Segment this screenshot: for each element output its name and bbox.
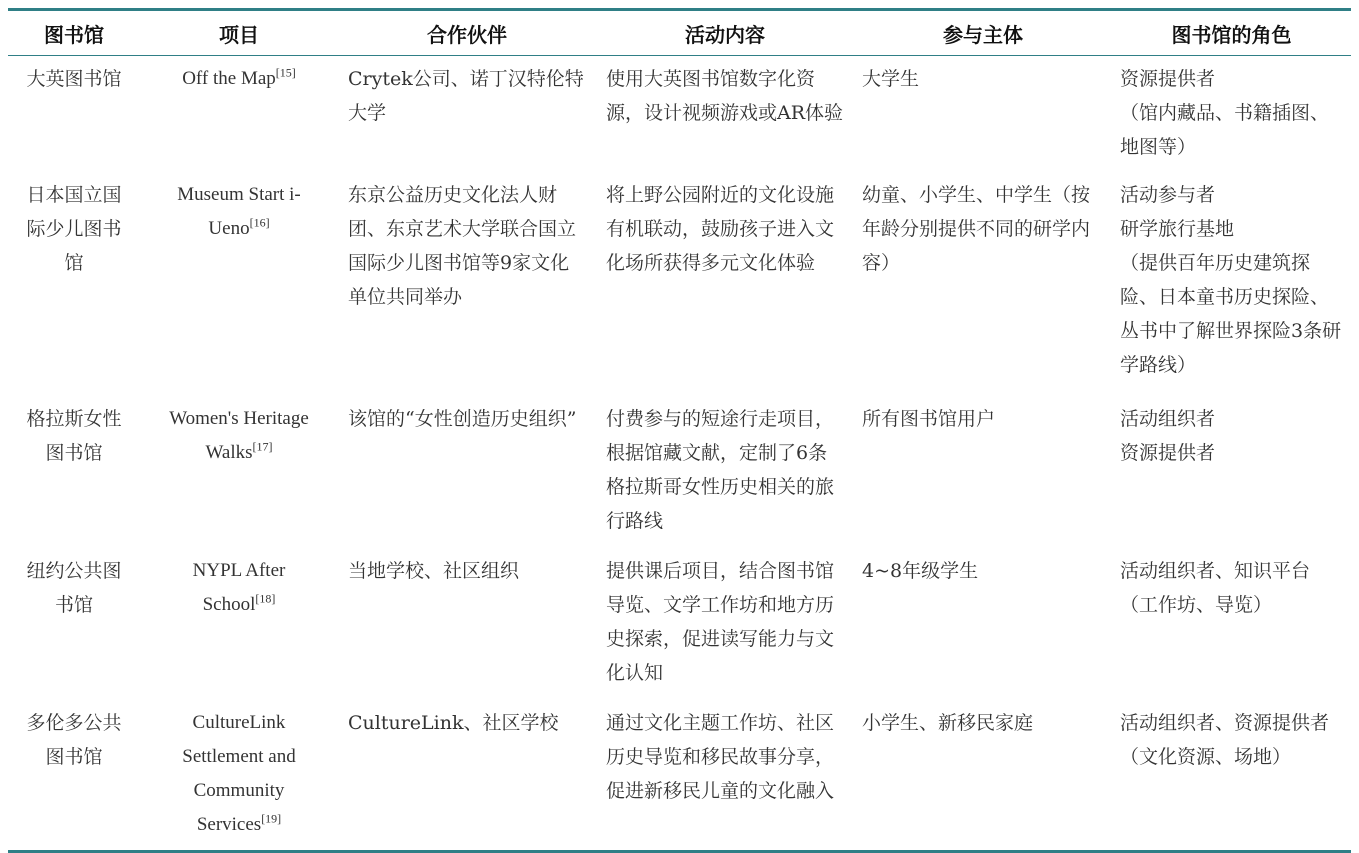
table-row <box>8 172 1351 396</box>
library-projects-table <box>8 8 1351 853</box>
project-name: Museum Start i-Ueno <box>177 184 301 239</box>
role-line: 活动参与者 <box>1120 184 1216 206</box>
cell-roles <box>1112 548 1351 700</box>
header-project: 项目 <box>219 22 259 47</box>
table-row <box>8 548 1351 700</box>
role-line: （工作坊、导览） <box>1120 594 1273 616</box>
cell-participants: 大学生 <box>862 68 920 90</box>
cell-project <box>140 548 338 700</box>
cell-library: 日本国立国际少儿图书馆 <box>26 184 122 274</box>
cell-roles <box>1112 700 1351 852</box>
cell-roles <box>1112 56 1351 173</box>
header-partners: 合作伙伴 <box>427 22 507 47</box>
cell-roles <box>1112 396 1351 548</box>
header-library: 图书馆 <box>44 22 104 47</box>
cell-participants: 幼童、小学生、中学生（按年龄分别提供不同的研学内容） <box>862 184 1091 274</box>
table-header-row <box>8 10 1351 56</box>
cell-partners: 当地学校、社区组织 <box>348 560 520 582</box>
cell-participants: 4~8年级学生 <box>862 560 979 582</box>
reference-marker: [17] <box>252 439 273 454</box>
cell-partners: CultureLink、社区学校 <box>348 712 559 734</box>
cell-project <box>140 700 338 852</box>
header-roles: 图书馆的角色 <box>1171 22 1292 47</box>
reference-marker: [16] <box>249 215 270 230</box>
header-participants: 参与主体 <box>943 22 1023 47</box>
cell-project <box>140 56 338 173</box>
table-row <box>8 396 1351 548</box>
table-row <box>8 56 1351 173</box>
role-line: 资源提供者 <box>1120 442 1216 464</box>
cell-participants: 所有图书馆用户 <box>862 408 996 430</box>
cell-library: 格拉斯女性图书馆 <box>26 408 122 464</box>
cell-content: 使用大英图书馆数字化资源，设计视频游戏或AR体验 <box>606 68 844 124</box>
header-content: 活动内容 <box>685 22 765 47</box>
role-line: 活动组织者、知识平台 <box>1120 560 1311 582</box>
cell-partners: 东京公益历史文化法人财团、东京艺术大学联合国立国际少儿图书馆等9家文化单位共同举办 <box>348 184 577 308</box>
project-name: CultureLink Settlement and Community Services <box>182 712 296 835</box>
role-line: 活动组织者 <box>1120 408 1216 430</box>
cell-project <box>140 396 338 548</box>
cell-partners: 该馆的“女性创造历史组织” <box>348 408 577 430</box>
role-line: 资源提供者 <box>1120 68 1216 90</box>
cell-content: 通过文化主题工作坊、社区历史导览和移民故事分享，促进新移民儿童的文化融入 <box>606 712 835 802</box>
cell-content: 付费参与的短途行走项目，根据馆藏文献，定制了6条格拉斯哥女性历史相关的旅行路线 <box>606 408 835 532</box>
reference-marker: [15] <box>275 65 296 80</box>
project-name: Off the Map <box>182 68 276 89</box>
role-line: （馆内藏品、书籍插图、地图等） <box>1120 102 1330 158</box>
role-line: 研学旅行基地 <box>1120 218 1235 240</box>
cell-library: 纽约公共图书馆 <box>26 560 122 616</box>
role-line: 活动组织者、资源提供者（文化资源、场地） <box>1120 712 1330 768</box>
reference-marker: [19] <box>261 811 282 826</box>
cell-participants: 小学生、新移民家庭 <box>862 712 1034 734</box>
project-name: Women's Heritage Walks <box>169 408 309 463</box>
role-line: （提供百年历史建筑探险、日本童书历史探险、丛书中了解世界探险3条研学路线） <box>1120 252 1342 376</box>
cell-project <box>140 172 338 396</box>
cell-library: 多伦多公共图书馆 <box>26 712 122 768</box>
cell-partners: Crytek公司、诺丁汉特伦特大学 <box>348 68 584 124</box>
table-row <box>8 700 1351 852</box>
project-name: NYPL After School <box>192 560 286 615</box>
cell-content: 将上野公园附近的文化设施有机联动，鼓励孩子进入文化场所获得多元文化体验 <box>606 184 835 274</box>
reference-marker: [18] <box>255 591 276 606</box>
cell-roles <box>1112 172 1351 396</box>
cell-content: 提供课后项目，结合图书馆导览、文学工作坊和地方历史探索，促进读写能力与文化认知 <box>606 560 835 684</box>
cell-library: 大英图书馆 <box>26 68 122 90</box>
